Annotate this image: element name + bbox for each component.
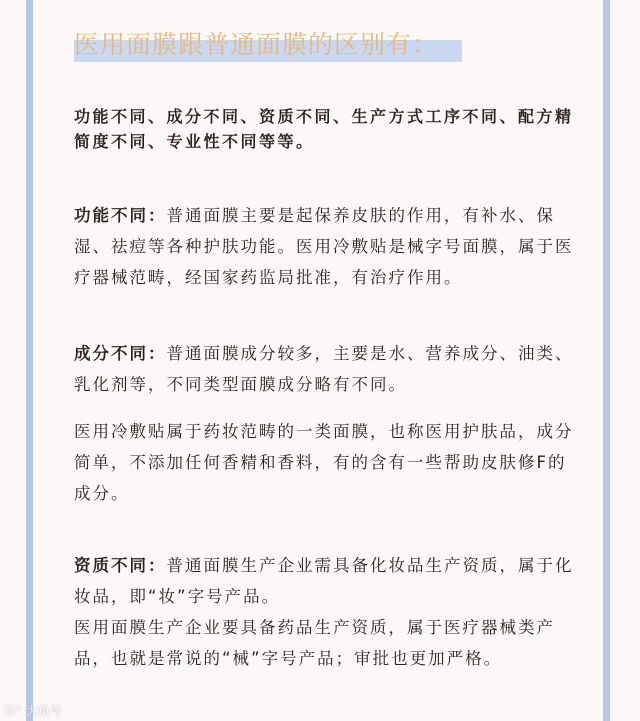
- ingredients-paragraph-2: 医用冷敷贴属于药妆范畴的一类面膜，也称医用护肤品，成分简单，不添加任何香精和香料，有的含有一些帮助皮肤修F的成分。: [74, 422, 574, 503]
- qualification-paragraph: [74, 550, 584, 612]
- qualification-paragraph-2: 医用面膜生产企业要具备药品生产资质，属于医疗器械类产品，也就是常说的“械”字号产品；审批也更加严格。: [74, 618, 555, 668]
- function-paragraph: [74, 200, 584, 293]
- ingredients-text: 普通面膜成分较多，主要是水、营养成分、油类、乳化剂等，不同类型面膜成分略有不同。: [74, 344, 574, 394]
- article-body: [74, 22, 584, 674]
- left-border-stripe: [26, 0, 33, 721]
- ingredients-label: 成分不同：: [74, 344, 167, 363]
- right-border-stripe: [603, 0, 610, 721]
- article-title: 医用面膜跟普通面膜的区别有：: [74, 30, 439, 59]
- function-text: 普通面膜主要是起保养皮肤的作用，有补水、保湿、祛痘等各种护肤功能。医用冷敷贴是械字号面膜，属于医疗器械范畴，经国家药监局批准，有治疗作用。: [74, 206, 574, 287]
- ingredients-paragraph: [74, 338, 584, 400]
- qualification-text: 普通面膜生产企业需具备化妆品生产资质，属于化妆品，即“妆”字号产品。: [74, 556, 574, 606]
- title-block: [74, 22, 438, 68]
- function-label: 功能不同：: [74, 206, 167, 225]
- summary-text: 功能不同、成分不同、资质不同、生产方式工序不同、配方精简度不同、专业性不同等等。: [74, 107, 574, 151]
- qualification-label: 资质不同：: [74, 556, 167, 575]
- watermark: ⓚ° 大鱼号: [4, 704, 62, 718]
